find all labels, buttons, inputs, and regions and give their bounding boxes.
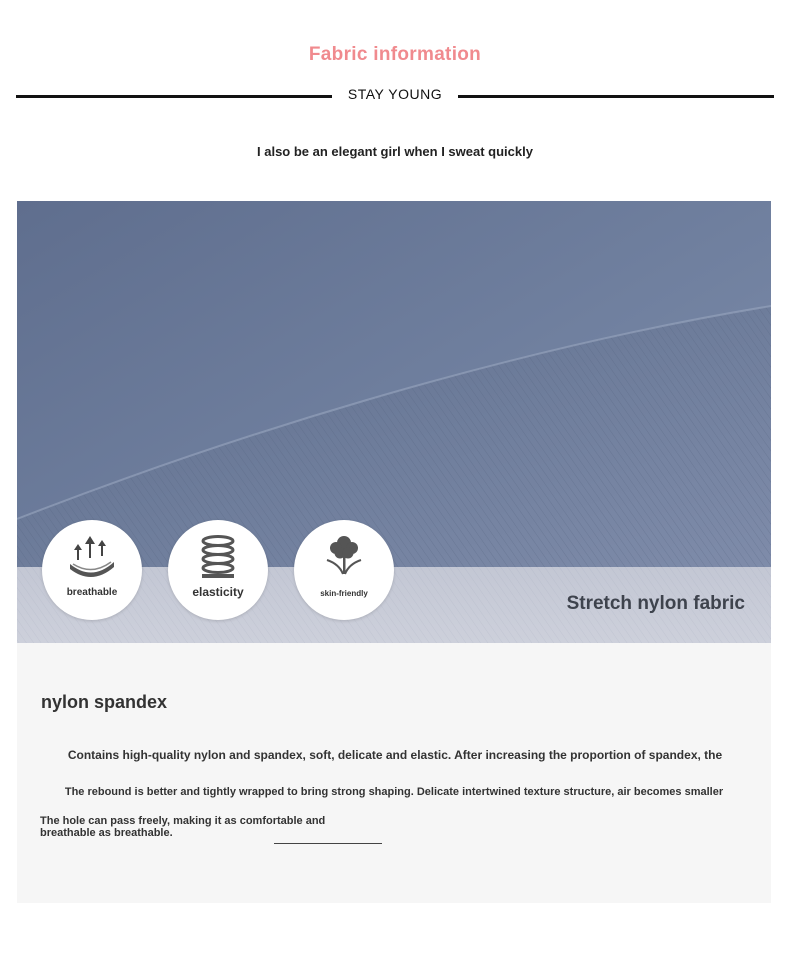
description-line: The rebound is better and tightly wrapped to bring strong shaping. Delicate intertwined texture structure, air becomes smaller <box>64 786 724 798</box>
feature-label: skin-friendly <box>320 589 368 598</box>
feature-badge-skin-friendly <box>294 520 394 620</box>
text-underline <box>274 843 382 844</box>
description-panel <box>17 643 771 903</box>
cotton-plant-icon <box>319 534 369 580</box>
feature-label: breathable <box>66 587 118 598</box>
divider-right <box>458 95 774 98</box>
divider-left <box>16 95 332 98</box>
page-title: Fabric information <box>308 44 482 65</box>
description-heading: nylon spandex <box>41 692 168 712</box>
tagline: STAY YOUNG <box>347 86 443 102</box>
description-line: The hole can pass freely, making it as comfortable and breathable as breathable. <box>40 815 326 839</box>
description-line: Contains high-quality nylon and spandex, soft, delicate and elastic. After increasing the proportion of spandex, the <box>67 748 723 762</box>
fabric-caption: Stretch nylon fabric <box>566 593 745 614</box>
subtitle: I also be an elegant girl when I sweat quickly <box>257 144 533 159</box>
breathable-arrows-icon <box>67 534 117 580</box>
spring-coil-icon <box>193 534 243 580</box>
feature-badge-elasticity <box>168 520 268 620</box>
feature-badge-breathable <box>42 520 142 620</box>
feature-label: elasticity <box>192 585 244 599</box>
